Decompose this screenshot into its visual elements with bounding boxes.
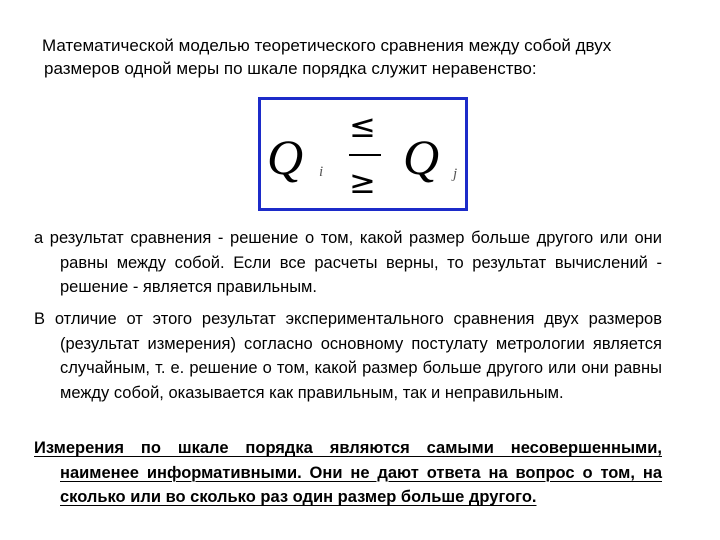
- intro-line-1: Математической моделью теоретического сравнения между собой двух: [42, 36, 612, 55]
- formula-right-index: j: [453, 166, 458, 182]
- paragraph-experimental-result: В отличие от этого результат экспериментального сравнения двух размеров (результат измерения) согласно основному постулату метрологии является случайным, т. е. решение о том, какой размер больше другого или они равны между собой, оказывается как правильным, так и неправильным.: [34, 310, 662, 402]
- formula-less-equal-symbol: ≤: [349, 107, 376, 145]
- formula-left-index: i: [319, 164, 324, 180]
- paragraph-theoretical-result: а результат сравнения - решение о том, какой размер больше другого или они равны между собой. Если все расчеты верны, то результат вычислений - решение - является правильным.: [34, 229, 662, 296]
- intro-line-2: размеров одной меры по шкале порядка служит неравенство:: [44, 59, 537, 78]
- formula-divider: [349, 154, 381, 156]
- intro-text: [42, 34, 682, 80]
- formula-greater-equal-symbol: ≥: [349, 163, 376, 201]
- paragraph-order-scale-conclusion: Измерения по шкале порядка являются самыми несовершенными, наименее информативными. Они не дают ответа на вопрос о том, на сколько или во сколько раз один размер больше другого.: [34, 439, 662, 506]
- inequality-formula: [258, 97, 468, 211]
- formula-right-q: Q: [403, 129, 440, 185]
- formula-left-q: Q: [267, 129, 304, 185]
